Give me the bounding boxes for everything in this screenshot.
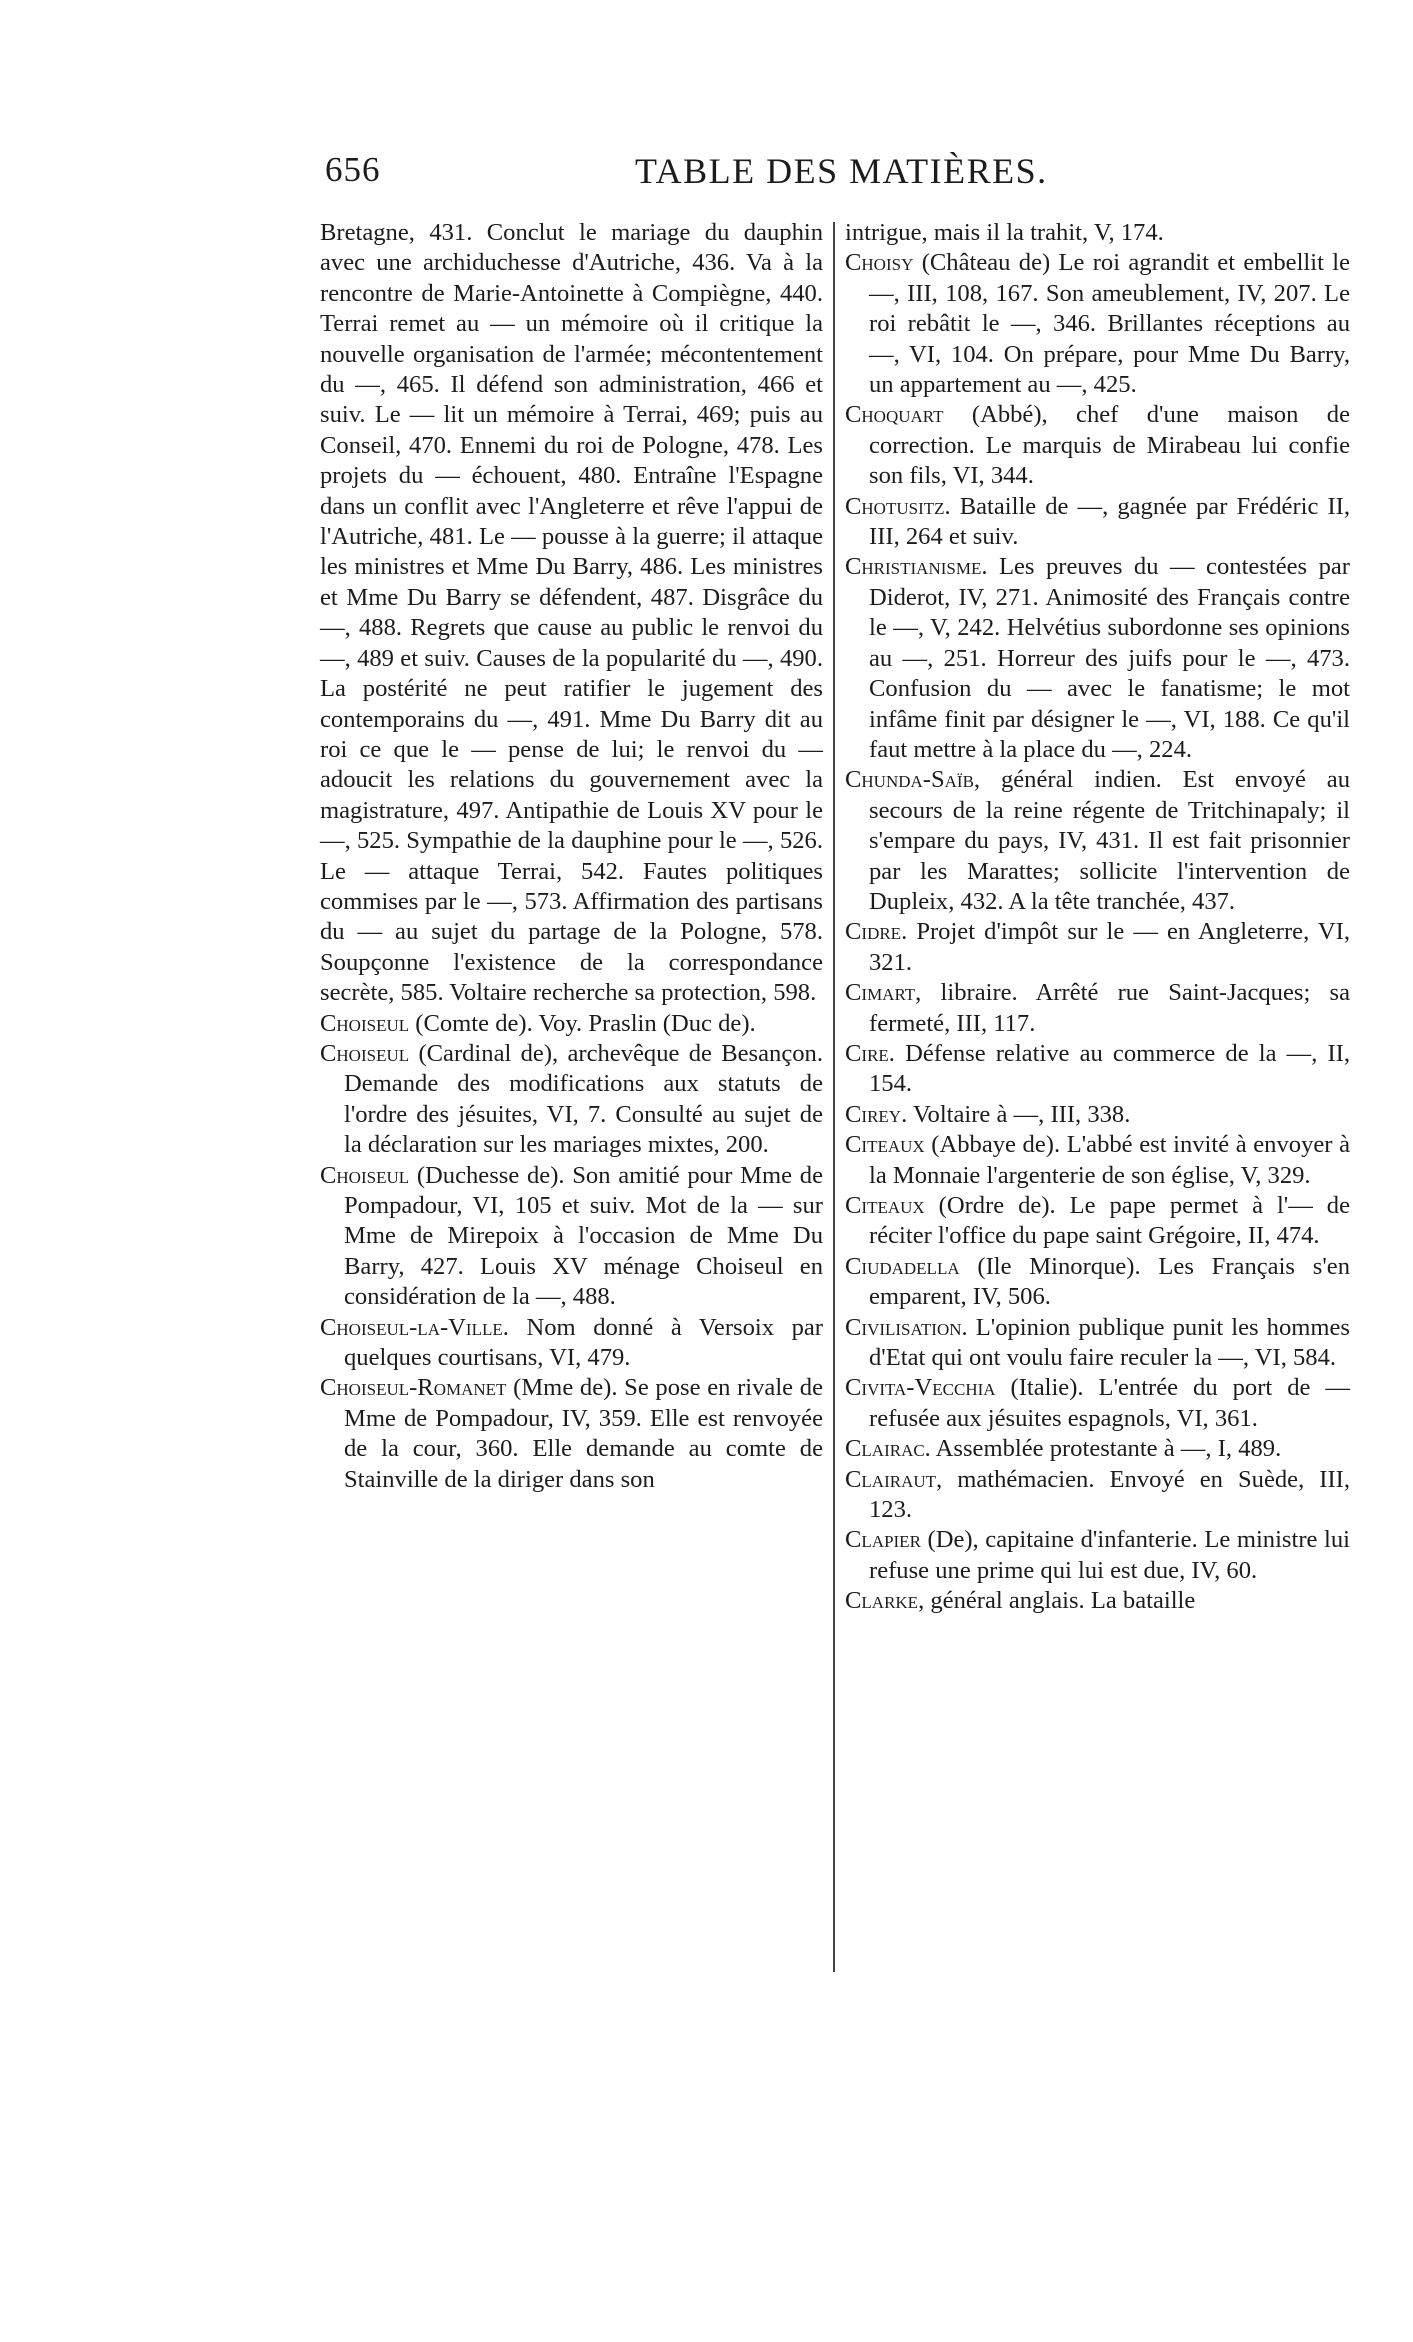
- entry-headword: Clapier: [845, 1526, 921, 1554]
- index-entry: [320, 218, 823, 1009]
- index-entry: [845, 1373, 1350, 1434]
- entry-text: (Château de) Le roi agrandit et embellit le —, III, 108, 167. Son ameublement, IV, 207. Le roi rebâtit le —, 346. Brillantes réceptions au —, VI, 104. On prépare, pour Mme Du Barry, un appartement au —, 425.: [869, 249, 1350, 399]
- entry-text: (Cardinal de), archevêque de Besançon. Demande des modifications aux statuts de l'ordre des jésuites, VI, 7. Consulté au sujet de la déclaration sur les mariages mixtes, 200.: [344, 1039, 824, 1159]
- index-entry: [845, 1252, 1350, 1313]
- entry-headword: Cidre.: [845, 918, 908, 946]
- index-entry: [845, 917, 1350, 978]
- entry-headword: Chunda-Saïb,: [845, 766, 981, 794]
- entry-text: (Abbaye de). L'abbé est invité à envoyer à la Monnaie l'argenterie de son église, V, 329.: [869, 1131, 1350, 1189]
- entry-text: général indien. Est envoyé au secours de la reine régente de Tritchinapaly; il s'empare du pays, IV, 431. Il est fait prisonnier par les Marattes; sollicite l'intervention de Dupleix, 432. A la tête tranchée, 437.: [869, 766, 1350, 915]
- entry-text: intrigue, mais il la trahit, V, 174.: [845, 219, 1164, 246]
- index-entry: [845, 1100, 1350, 1130]
- entry-headword: Choiseul: [320, 1009, 410, 1037]
- column-divider: [833, 222, 835, 1972]
- entry-headword: Cimart,: [845, 979, 922, 1007]
- index-entry: [845, 1586, 1350, 1616]
- index-entry: [320, 1373, 823, 1495]
- index-entry: [845, 1130, 1350, 1191]
- page-number: 656: [325, 150, 381, 189]
- entry-headword: Civilisation.: [845, 1313, 968, 1341]
- index-entry: [845, 765, 1350, 917]
- entry-text: (Comte de). Voy. Praslin (Duc de).: [415, 1009, 756, 1037]
- index-entry: [845, 492, 1350, 553]
- index-entry: [845, 1039, 1350, 1100]
- entry-text: L'opinion publique punit les hommes d'Etat qui ont voulu faire reculer la —, VI, 584.: [869, 1313, 1350, 1372]
- entry-text: (Mme de). Se pose en rivale de Mme de Pompadour, IV, 359. Elle est renvoyée de la cour, 360. Elle demande au comte de Stainville de la diriger dans son: [344, 1374, 823, 1493]
- entry-text: (Ordre de). Le pape permet à l'— de réciter l'office du pape saint Grégoire, II, 474.: [869, 1192, 1350, 1250]
- entry-text: Assemblée protestante à —, I, 489.: [935, 1435, 1282, 1463]
- index-entry: [845, 400, 1350, 491]
- index-entry: [845, 1434, 1350, 1464]
- entry-text: général anglais. La bataille: [930, 1587, 1196, 1615]
- entry-text: Projet d'impôt sur le — en Angleterre, VI, 321.: [869, 918, 1350, 976]
- index-entry: [845, 978, 1350, 1039]
- entry-text: (Duchesse de). Son amitié pour Mme de Pompadour, VI, 105 et suiv. Mot de la — sur Mme de Mirepoix à l'occasion de Mme Du Barry, 427. Louis XV ménage Choiseul en considération de la —, 488.: [344, 1161, 823, 1311]
- index-entry: [845, 552, 1350, 765]
- entry-headword: Clairaut,: [845, 1465, 943, 1493]
- entry-text: (Abbé), chef d'une maison de correction. Le marquis de Mirabeau lui confie son fils, VI, 344.: [869, 401, 1350, 490]
- entry-text: Voltaire à —, III, 338.: [912, 1100, 1131, 1128]
- index-entry: [845, 1313, 1350, 1374]
- entry-headword: Choisy: [845, 249, 914, 277]
- index-entry: [845, 1465, 1350, 1526]
- entry-headword: Citeaux: [845, 1192, 925, 1219]
- entry-headword: Civita-Vecchia: [845, 1374, 996, 1402]
- entry-headword: Ciudadella: [845, 1252, 960, 1280]
- running-title: TABLE DES MATIÈRES.: [635, 151, 1048, 191]
- entry-headword: Clarke,: [845, 1587, 925, 1615]
- entry-headword: Choquart: [845, 401, 944, 429]
- index-entry: [845, 248, 1350, 400]
- entry-text: (Italie). L'entrée du port de — refusée aux jésuites espagnols, VI, 361.: [869, 1374, 1350, 1432]
- entry-text: libraire. Arrêté rue Saint-Jacques; sa fermeté, III, 117.: [869, 979, 1350, 1037]
- entry-headword: Choiseul: [320, 1161, 410, 1189]
- index-entry: [320, 1161, 823, 1313]
- index-entry: [845, 1191, 1350, 1252]
- index-entry: [320, 1313, 823, 1374]
- entry-text: Bretagne, 431. Conclut le mariage du dauphin avec une archiduchesse d'Autriche, 436. Va à la rencontre de Marie-Antoinette à Compiègne, 440. Terrai remet au — un mémoire où il critique la nouvelle organisation de l'armée; mécontentement du —, 465. Il défend son administration, 466 et suiv. Le — lit un mémoire à Terrai, 469; puis au Conseil, 470. Ennemi du roi de Pologne, 478. Les projets du — échouent, 480. Entraîne l'Espagne dans un conflit avec l'Angleterre et rêve l'appui de l'Autriche, 481. Le — pousse à la guerre; il attaque les ministres et Mme Du Barry, 486. Les ministres et Mme Du Barry se défendent, 487. Disgrâce du —, 488. Regrets que cause au public le renvoi du —, 489 et suiv. Causes de la popularité du —, 490. La postérité ne peut ratifier le jugement des contemporains du —, 491. Mme Du Barry dit au roi ce que le — pense de lui; le renvoi du — adoucit les relations du gouvernement avec la magistrature, 497. Antipathie de Louis XV pour le —, 525. Sympathie de la dauphine pour le —, 526. Le — attaque Terrai, 542. Fautes politiques commises par le —, 573. Affirmation des partisans du — au sujet du partage de la Pologne, 578. Soupçonne l'existence de la correspondance secrète, 585. Voltaire recherche sa protection, 598.: [320, 219, 823, 1007]
- entry-text: Nom donné à Versoix par quelques courtisans, VI, 479.: [344, 1313, 823, 1372]
- entry-text: mathémacien. Envoyé en Suède, III, 123.: [869, 1465, 1350, 1524]
- page-header: [325, 150, 1355, 196]
- entry-headword: Citeaux: [845, 1131, 925, 1159]
- right-column: [845, 218, 1350, 1617]
- index-entry: [320, 1009, 823, 1039]
- entry-text: Défense relative au commerce de la —, II, 154.: [869, 1039, 1350, 1098]
- entry-headword: Choiseul-Romanet: [320, 1374, 507, 1402]
- left-column: [320, 218, 823, 1495]
- index-entry: [845, 1525, 1350, 1586]
- index-entry: [320, 1039, 823, 1161]
- entry-text: Bataille de —, gagnée par Frédéric II, III, 264 et suiv.: [869, 492, 1350, 551]
- entry-headword: Clairac.: [845, 1435, 931, 1463]
- entry-headword: Christianisme.: [845, 553, 988, 581]
- entry-headword: Choiseul: [320, 1039, 410, 1067]
- entry-headword: Chotusitz.: [845, 492, 951, 520]
- index-entry: [845, 218, 1350, 248]
- entry-text: (Ile Minorque). Les Français s'en emparent, IV, 506.: [869, 1252, 1350, 1311]
- entry-headword: Choiseul-la-Ville.: [320, 1313, 509, 1341]
- entry-headword: Cire.: [845, 1039, 895, 1067]
- entry-headword: Cirey.: [845, 1100, 908, 1128]
- entry-text: (De), capitaine d'infanterie. Le ministre lui refuse une prime qui lui est due, IV, 60.: [869, 1526, 1350, 1584]
- entry-text: Les preuves du — contestées par Diderot, IV, 271. Animosité des Français contre le —, V, 242. Helvétius subordonne ses opinions au —, 251. Horreur des juifs pour le —, 473. Confusion du — avec le fanatisme; le mot infâme finit par désigner le —, VI, 188. Ce qu'il faut mettre à la place du —, 224.: [869, 553, 1351, 763]
